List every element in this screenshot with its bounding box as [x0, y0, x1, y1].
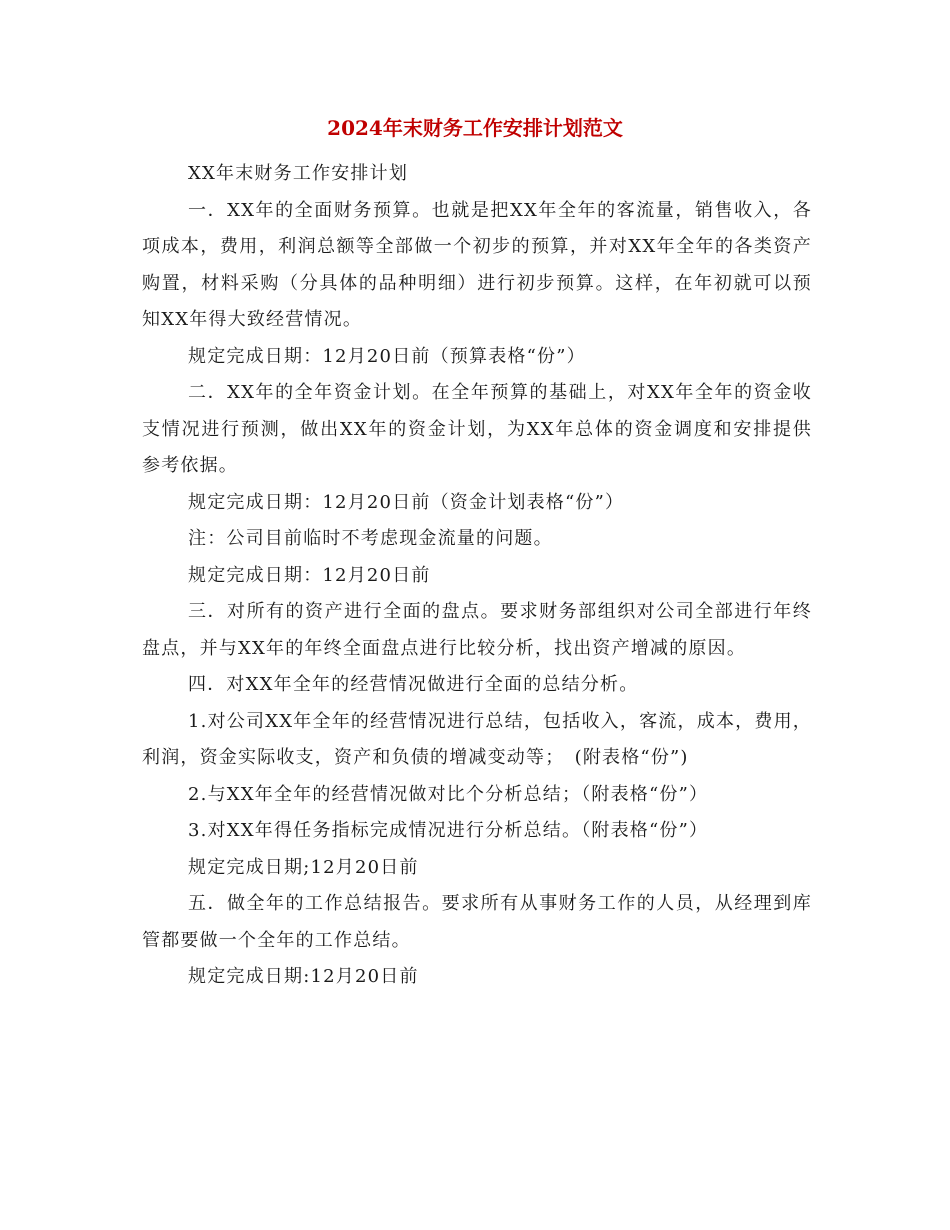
document-body: [142, 156, 812, 996]
paragraph-section-4: 四．对XX年全年的经营情况做进行全面的总结分析。: [188, 674, 639, 695]
paragraph-section-2: 二．XX年的全年资金计划。在全年预算的基础上，对XX年全年的资金收支情况进行预测，做出XX年的资金计划，为XX年总体的资金调度和安排提供参考依据。: [142, 382, 812, 476]
paragraph-item-3: 3.对XX年得任务指标完成情况进行分析总结。（附表格“份”）: [188, 820, 709, 841]
paragraph-deadline: 规定完成日期：12月20日前: [188, 564, 431, 586]
paragraph-deadline: 规定完成日期;12月20日前: [188, 856, 419, 878]
paragraph-section-3: 三．对所有的资产进行全面的盘点。要求财务部组织对公司全部进行年终盘点，并与XX年的年终全面盘点进行比较分析，找出资产增减的原因。: [142, 601, 812, 659]
paragraph-deadline: 规定完成日期:12月20日前: [188, 966, 419, 987]
paragraph-note: 注：公司目前临时不考虑现金流量的问题。: [188, 528, 553, 549]
document-title: 2024年末财务工作安排计划范文: [327, 116, 623, 140]
paragraph-subtitle: XX年末财务工作安排计划: [188, 163, 409, 184]
paragraph-item-2: 2.与XX年全年的经营情况做对比个分析总结；（附表格“份”）: [188, 783, 709, 805]
paragraph-section-1: 一．XX年的全面财务预算。也就是把XX年全年的客流量，销售收入，各项成本，费用，利润总额等全部做一个初步的预算，并对XX年全年的各类资产购置，材料采购（分具体的品种明细）进行初步预算。这样，在年初就可以预知XX年得大致经营情况。: [142, 199, 812, 330]
paragraph-section-5: 五．做全年的工作总结报告。要求所有从事财务工作的人员，从经理到库管都要做一个全年的工作总结。: [142, 893, 812, 951]
paragraph-deadline: 规定完成日期：12月20日前（资金计划表格“份”）: [188, 491, 625, 513]
paragraph-item-1: 1.对公司XX年全年的经营情况进行总结，包括收入，客流，成本，费用，利润，资金实际收支，资产和负债的增减变动等； (附表格“份”): [142, 710, 812, 768]
paragraph-deadline: 规定完成日期：12月20日前（预算表格“份”）: [188, 345, 586, 367]
